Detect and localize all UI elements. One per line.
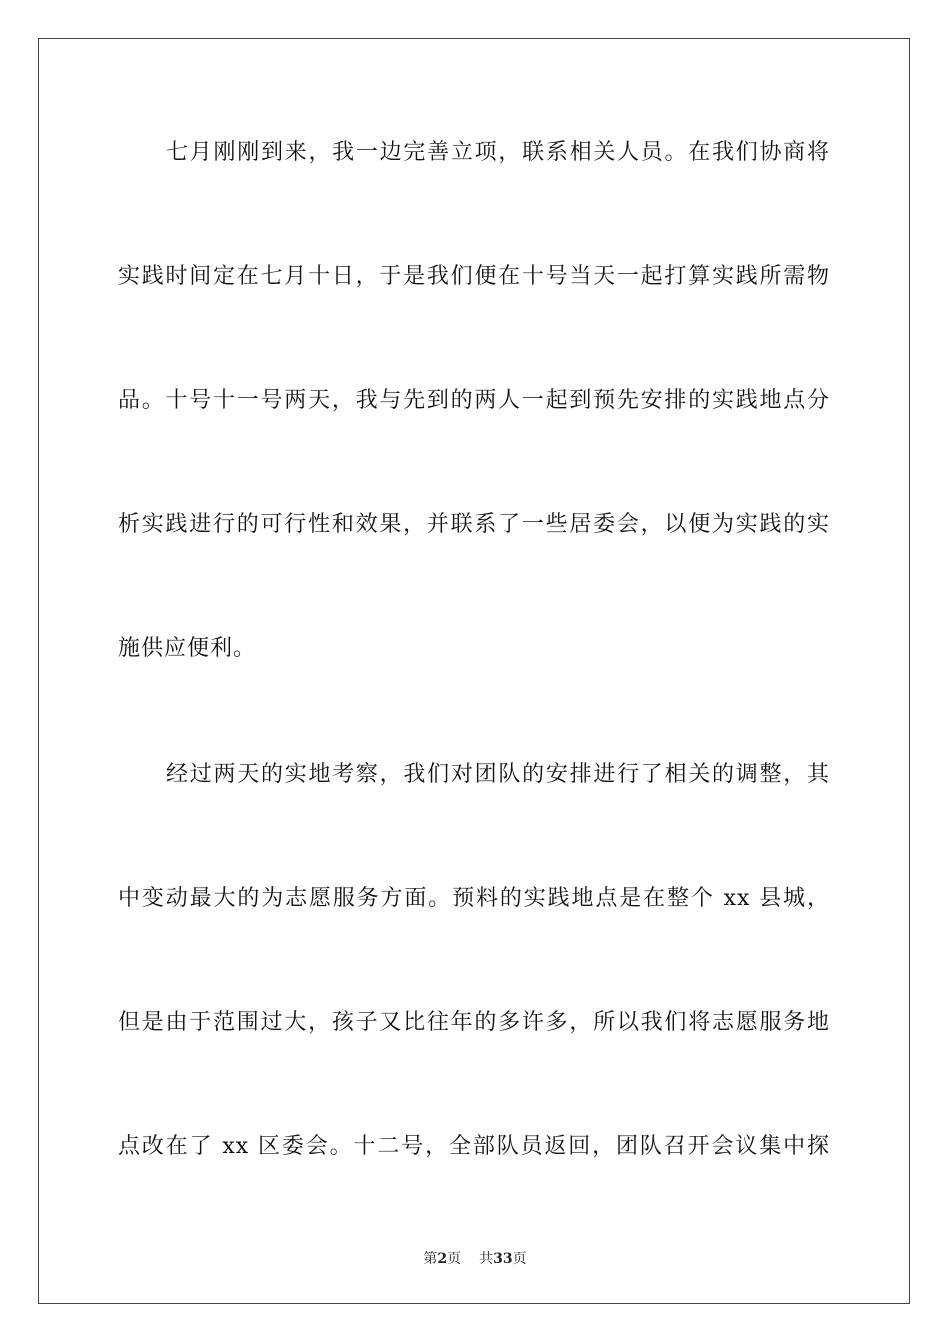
footer-page-prefix: 第 bbox=[423, 1251, 438, 1267]
paragraph-1-line-1: 七月刚刚到来，我一边完善立项，联系相关人员。在我们协商将 bbox=[166, 140, 830, 165]
paragraph-1-line-5: 施供应便利。 bbox=[118, 636, 257, 661]
footer-total-pages: 33 bbox=[493, 1251, 513, 1267]
page-border bbox=[38, 38, 910, 1304]
page-footer bbox=[0, 1250, 950, 1268]
paragraph-1-line-3: 品。十号十一号两天，我与先到的两人一起到预先安排的实践地点分 bbox=[118, 388, 830, 413]
paragraph-2-line-2: 中变动最大的为志愿服务方面。预料的实践地点是在整个 xx 县城， bbox=[118, 886, 830, 911]
footer-total-suffix: 页 bbox=[512, 1251, 527, 1267]
paragraph-2-line-3: 但是由于范围过大，孩子又比往年的多许多，所以我们将志愿服务地 bbox=[118, 1010, 830, 1035]
footer-page-number: 2 bbox=[437, 1251, 448, 1267]
paragraph-2-line-4: 点改在了 xx 区委会。十二号，全部队员返回，团队召开会议集中探 bbox=[118, 1134, 830, 1159]
footer-total-prefix: 共 bbox=[479, 1251, 494, 1267]
footer-page-suffix: 页 bbox=[447, 1251, 462, 1267]
paragraph-1-line-4: 析实践进行的可行性和效果，并联系了一些居委会，以便为实践的实 bbox=[118, 512, 830, 537]
paragraph-2-line-1: 经过两天的实地考察，我们对团队的安排进行了相关的调整，其 bbox=[166, 762, 830, 787]
paragraph-1-line-2: 实践时间定在七月十日，于是我们便在十号当天一起打算实践所需物 bbox=[118, 264, 830, 289]
